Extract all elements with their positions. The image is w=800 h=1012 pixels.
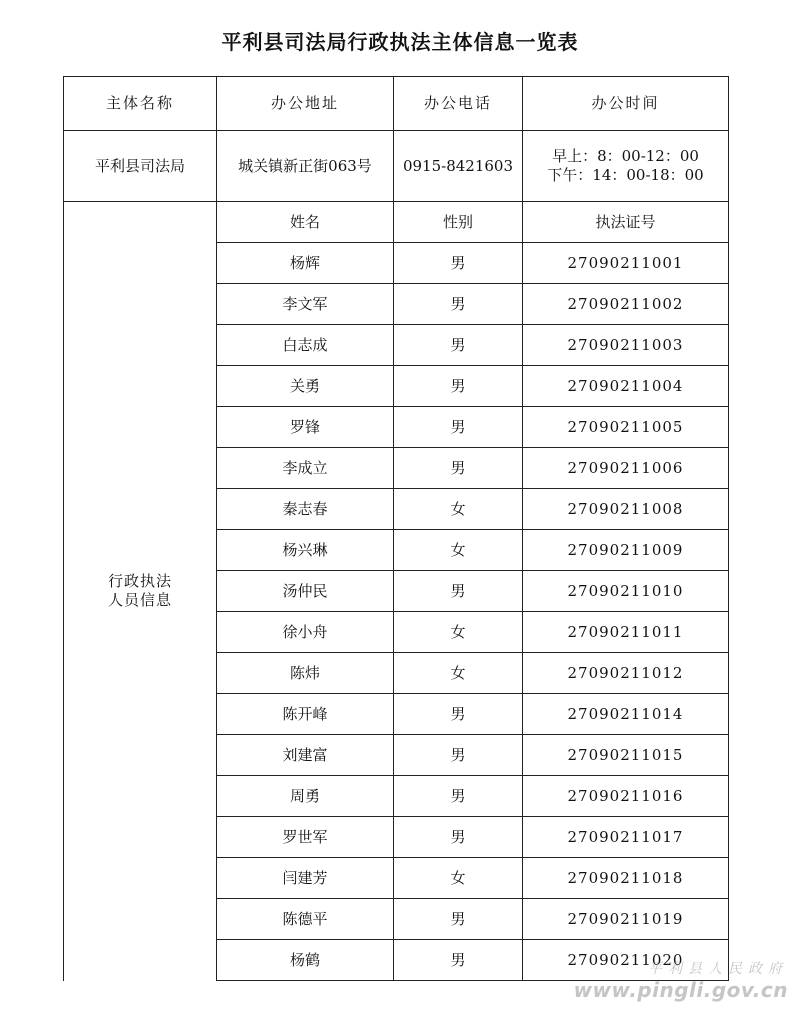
staff-cert-number: 27090211015 xyxy=(523,735,729,776)
staff-label-line1: 行政执法 xyxy=(107,572,172,591)
staff-cert-number: 27090211014 xyxy=(523,694,729,735)
staff-name: 闫建芳 xyxy=(217,858,394,899)
staff-gender: 男 xyxy=(394,243,523,284)
staff-gender: 男 xyxy=(394,817,523,858)
staff-label-line2: 人员信息 xyxy=(107,591,172,610)
staff-name: 杨鹤 xyxy=(217,940,394,981)
hours-morning: 早上：8：00-12：00 xyxy=(552,147,699,165)
staff-gender: 男 xyxy=(394,284,523,325)
staff-name: 李成立 xyxy=(217,448,394,489)
staff-gender: 男 xyxy=(394,366,523,407)
staff-gender: 男 xyxy=(394,735,523,776)
staff-name: 周勇 xyxy=(217,776,394,817)
staff-cert-number: 27090211006 xyxy=(523,448,729,489)
hours-afternoon: 下午：14：00-18：00 xyxy=(547,166,704,184)
staff-cert-number: 27090211001 xyxy=(523,243,729,284)
staff-cert-number: 27090211019 xyxy=(523,899,729,940)
watermark-url: www.pingli.gov.cn xyxy=(573,978,788,1002)
staff-gender: 男 xyxy=(394,407,523,448)
staff-cert-number: 27090211003 xyxy=(523,325,729,366)
staff-cert-number: 27090211018 xyxy=(523,858,729,899)
col-gender-header: 性别 xyxy=(394,202,523,243)
staff-section-label xyxy=(64,202,217,981)
staff-cert-number: 27090211002 xyxy=(523,284,729,325)
staff-header-row xyxy=(64,202,729,243)
staff-gender: 女 xyxy=(394,530,523,571)
staff-name: 陈炜 xyxy=(217,653,394,694)
staff-cert-number: 27090211005 xyxy=(523,407,729,448)
staff-gender: 男 xyxy=(394,448,523,489)
entity-name: 平利县司法局 xyxy=(64,131,217,202)
entity-phone: 0915-8421603 xyxy=(394,131,523,202)
header-address: 办公地址 xyxy=(217,77,394,131)
page-title: 平利县司法局行政执法主体信息一览表 xyxy=(221,30,579,54)
staff-name: 杨兴琳 xyxy=(217,530,394,571)
staff-name: 罗世军 xyxy=(217,817,394,858)
staff-cert-number: 27090211010 xyxy=(523,571,729,612)
staff-gender: 男 xyxy=(394,325,523,366)
staff-cert-number: 27090211020 xyxy=(523,940,729,981)
header-phone: 办公电话 xyxy=(394,77,523,131)
entity-address: 城关镇新正街063号 xyxy=(217,131,394,202)
staff-name: 杨辉 xyxy=(217,243,394,284)
staff-gender: 女 xyxy=(394,858,523,899)
staff-gender: 男 xyxy=(394,776,523,817)
staff-gender: 男 xyxy=(394,694,523,735)
staff-name: 陈开峰 xyxy=(217,694,394,735)
staff-name: 陈德平 xyxy=(217,899,394,940)
staff-name: 白志成 xyxy=(217,325,394,366)
staff-name: 秦志春 xyxy=(217,489,394,530)
staff-cert-number: 27090211012 xyxy=(523,653,729,694)
header-hours: 办公时间 xyxy=(523,77,729,131)
staff-name: 徐小舟 xyxy=(217,612,394,653)
header-row xyxy=(64,77,729,131)
staff-cert-number: 27090211011 xyxy=(523,612,729,653)
entity-hours xyxy=(523,131,729,202)
staff-cert-number: 27090211004 xyxy=(523,366,729,407)
staff-gender: 男 xyxy=(394,940,523,981)
staff-gender: 男 xyxy=(394,571,523,612)
col-name-header: 姓名 xyxy=(217,202,394,243)
staff-gender: 女 xyxy=(394,653,523,694)
staff-name: 罗锋 xyxy=(217,407,394,448)
col-cert-header: 执法证号 xyxy=(523,202,729,243)
staff-cert-number: 27090211008 xyxy=(523,489,729,530)
entity-row xyxy=(64,131,729,202)
staff-gender: 女 xyxy=(394,489,523,530)
staff-cert-number: 27090211016 xyxy=(523,776,729,817)
staff-name: 李文军 xyxy=(217,284,394,325)
staff-cert-number: 27090211017 xyxy=(523,817,729,858)
staff-name: 关勇 xyxy=(217,366,394,407)
site-watermark xyxy=(574,958,788,1002)
watermark-cn: 平利县人民政府 xyxy=(648,961,788,977)
staff-gender: 男 xyxy=(394,899,523,940)
staff-name: 汤仲民 xyxy=(217,571,394,612)
staff-cert-number: 27090211009 xyxy=(523,530,729,571)
staff-gender: 女 xyxy=(394,612,523,653)
header-entity-name: 主体名称 xyxy=(64,77,217,131)
info-table xyxy=(63,76,729,981)
staff-name: 刘建富 xyxy=(217,735,394,776)
